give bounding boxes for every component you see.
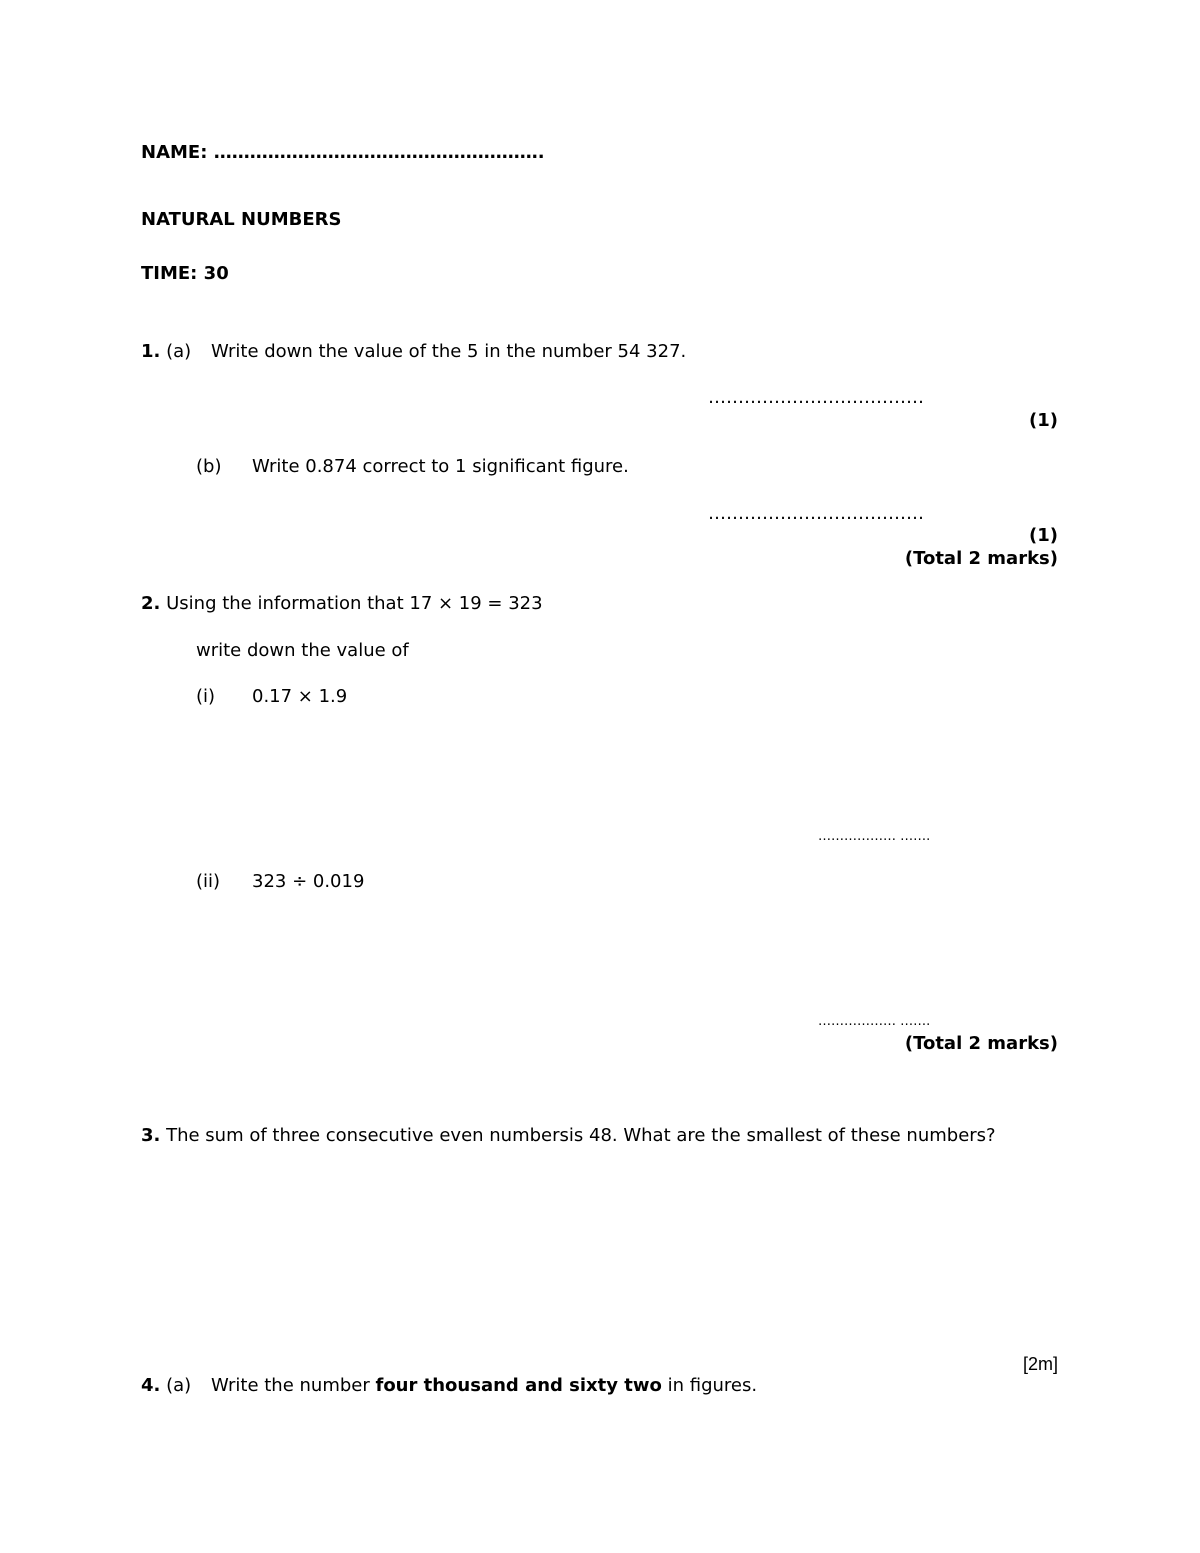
question-3-text: The sum of three consecutive even numbersis 48. What are the smallest of these numbers?: [166, 1125, 996, 1146]
emphasis-number-words: four thousand and sixty two: [375, 1375, 662, 1396]
question-4-part-a: [141, 1377, 191, 1395]
question-number: 3.: [141, 1125, 161, 1146]
question-number: 2.: [141, 593, 161, 614]
question-2-text: Using the information that 17 × 19 = 323: [166, 593, 543, 614]
question-2-part-ii-text: 323 ÷ 0.019: [252, 871, 365, 892]
question-2-part-i-text: 0.17 × 1.9: [252, 686, 348, 707]
part-label: (a): [166, 341, 192, 362]
topic-title: NATURAL NUMBERS: [141, 209, 342, 230]
total-marks-q2: (Total 2 marks): [904, 1033, 1058, 1054]
question-2-part-ii-label: (ii): [196, 871, 221, 892]
total-marks-q1: (Total 2 marks): [904, 548, 1058, 569]
question-number: 1.: [141, 341, 161, 362]
part-label: (a): [166, 1375, 192, 1396]
question-1a-text: Write down the value of the 5 in the number 54 327.: [211, 341, 687, 362]
question-2-part-i-label: (i): [196, 686, 216, 707]
question-1-part-a: [141, 343, 191, 361]
question-2-instruction: write down the value of: [196, 640, 409, 661]
time-value: 30: [203, 263, 229, 284]
question-number: 4.: [141, 1375, 161, 1396]
question-1b-text: Write 0.874 correct to 1 significant figure.: [252, 456, 629, 477]
mark-q3: [2m]: [1022, 1354, 1058, 1374]
mark-1b: (1): [1029, 525, 1058, 546]
answer-line-2ii: ……………… …….: [818, 1014, 931, 1029]
question-2: [141, 595, 543, 613]
question-4a-text: Write the number four thousand and sixty two in figures.: [211, 1375, 758, 1396]
question-3: [141, 1127, 996, 1145]
question-1-part-b-label: (b): [196, 456, 222, 477]
answer-line-1b: ………………………………: [708, 503, 924, 524]
name-answer-line: ……………………………………………….: [213, 142, 545, 163]
answer-line-1a: ………………………………: [708, 387, 924, 408]
name-label: NAME: ……………………………………………….: [141, 142, 545, 163]
mark-1a: (1): [1029, 410, 1058, 431]
answer-line-2i: ……………… …….: [818, 829, 931, 844]
time-line: TIME: 30: [141, 263, 229, 284]
